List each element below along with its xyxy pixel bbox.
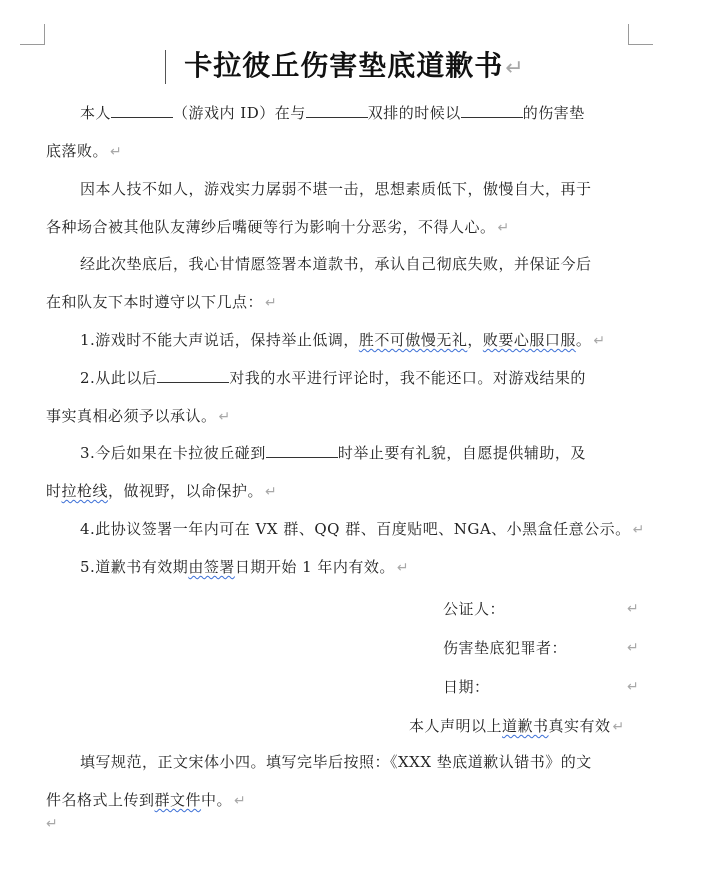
text-run: 填写规范，正文宋体小四。填写完毕后按照：《XXX 垫底道歉认错书》的文 (80, 753, 592, 771)
paragraph-mark-icon: ↵ (234, 793, 247, 809)
list-item-1[interactable] (80, 330, 680, 351)
text-run: 的伤害垫 (522, 104, 585, 122)
spelling-flagged-text: 败要心服口服 (482, 331, 576, 349)
text-run: 双排的时候以 (367, 104, 461, 122)
note-line-2[interactable] (46, 790, 646, 811)
text-run: （游戏内 ID）在与 (173, 104, 306, 122)
list-item-4[interactable] (80, 519, 680, 540)
blank-field-commenter[interactable] (157, 368, 229, 383)
text-run: ， (467, 331, 483, 349)
document-title[interactable] (0, 46, 709, 89)
paragraph-mark-icon: ↵ (612, 719, 625, 735)
paragraph-2-line-1[interactable] (80, 179, 680, 199)
paragraph-mark-icon: ↵ (497, 220, 510, 236)
paragraph-mark-icon: ↵ (593, 333, 606, 349)
note-line-1[interactable] (80, 752, 680, 772)
blank-field-teammate[interactable] (266, 443, 338, 458)
text-run: 本人 (80, 104, 112, 122)
paragraph-mark-icon: ↵ (265, 484, 278, 500)
text-run: 时举止要有礼貌，自愿提供辅助，及 (337, 444, 586, 462)
declaration-line[interactable] (409, 716, 639, 737)
text-run: 4.此协议签署一年内可在 VX 群、QQ 群、百度贴吧、NGA、小黑盒任意公示。 (80, 520, 631, 538)
list-item-2-line-2[interactable] (46, 406, 646, 427)
text-run: 5.道歉书有效期 (80, 558, 189, 576)
signature-date-label[interactable]: 日期： (443, 678, 490, 696)
paragraph-mark-icon: ↵ (627, 640, 639, 656)
signature-notary-label[interactable]: 公证人： (443, 600, 506, 618)
text-run: 在和队友下本时遵守以下几点： (46, 293, 264, 311)
paragraph-2-line-2[interactable] (46, 217, 646, 238)
paragraph-mark-icon: ↵ (505, 56, 525, 81)
text-run: 。 (575, 331, 592, 349)
blank-field-damage[interactable] (461, 103, 523, 118)
paragraph-3-line-2[interactable] (46, 292, 646, 313)
text-run: 时 (46, 482, 62, 500)
spelling-flagged-text: 道歉书 (502, 717, 549, 735)
paragraph-mark-icon: ↵ (627, 601, 639, 617)
list-item-5[interactable] (80, 557, 680, 578)
text-run: 对我的水平进行评论时，我不能还口。对游戏结果的 (229, 369, 586, 387)
text-run: 真实有效 (548, 717, 611, 735)
list-item-3-line-1[interactable] (80, 443, 680, 463)
paragraph-mark-icon: ↵ (396, 560, 410, 576)
paragraph-mark-icon: ↵ (627, 679, 639, 695)
blank-field-player[interactable] (111, 103, 173, 118)
text-run: 底落败。 (46, 142, 109, 160)
blank-field-partner[interactable] (306, 103, 368, 118)
text-run: 本人声明以上 (409, 717, 503, 735)
paragraph-mark-icon: ↵ (632, 522, 645, 538)
signature-offender-label[interactable]: 伤害垫底犯罪者： (443, 639, 568, 657)
paragraph-mark-icon: ↵ (218, 409, 231, 425)
crop-mark-top-right (628, 24, 653, 45)
text-run: 各种场合被其他队友薄纱后嘴硬等行为影响十分恶劣，不得人心。 (46, 218, 496, 236)
text-run: 中。 (201, 791, 233, 809)
paragraph-1-line-2[interactable] (46, 141, 646, 162)
paragraph-mark-icon: ↵ (46, 816, 58, 832)
title-text: 卡拉彼丘伤害垫底道歉书 (184, 49, 504, 82)
paragraph-1-line-1[interactable] (80, 103, 680, 123)
text-run: 件名格式上传到 (46, 791, 155, 809)
text-run: 3.今后如果在卡拉彼丘碰到 (80, 444, 266, 462)
list-item-2-line-1[interactable] (80, 368, 680, 388)
text-run: 经此次垫底后，我心甘情愿签署本道款书，承认自己彻底失败，并保证今后 (80, 255, 592, 273)
spelling-flagged-text: 群文件 (154, 791, 202, 809)
text-run: 1.游戏时不能大声说话，保持举止低调， (80, 331, 359, 349)
text-run: 2.从此以后 (80, 369, 158, 387)
paragraph-mark-icon: ↵ (265, 295, 278, 311)
spelling-flagged-text: 由签署 (188, 558, 235, 576)
spelling-flagged-text: 拉枪线 (61, 482, 109, 500)
paragraph-3-line-1[interactable] (80, 254, 680, 274)
crop-mark-top-left (20, 24, 45, 45)
text-run: 日期开始 1 年内有效。 (234, 558, 395, 576)
spelling-flagged-text: 胜不可傲慢无礼 (358, 331, 468, 349)
text-run: ，做视野，以命保护。 (108, 482, 264, 500)
text-run: 因本人技不如人，游戏实力孱弱不堪一击，思想素质低下，傲慢自大，再于 (80, 180, 592, 198)
text-run: 事实真相必须予以承认。 (46, 407, 217, 425)
list-item-3-line-2[interactable] (46, 481, 646, 502)
paragraph-mark-icon: ↵ (110, 144, 123, 160)
